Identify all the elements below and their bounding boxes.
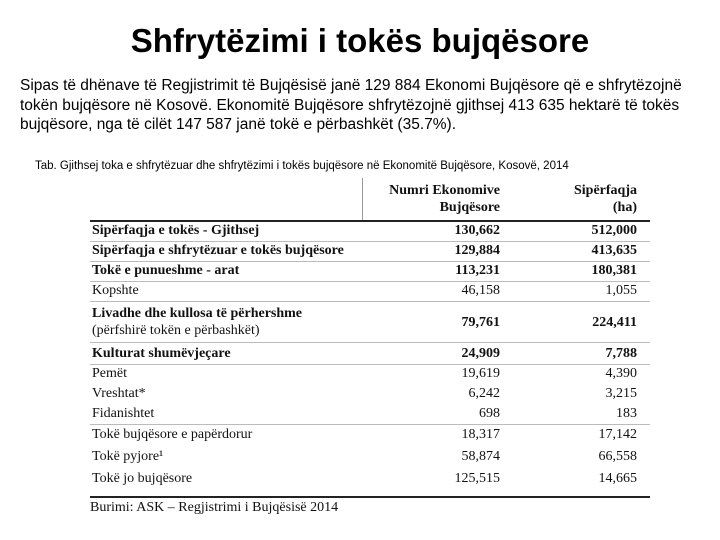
row-label: Kopshte xyxy=(92,283,139,298)
row-holdings: 58,874 xyxy=(461,449,500,464)
row-holdings: 113,231 xyxy=(455,263,500,278)
table-row xyxy=(90,366,650,384)
header-area-line1: Sipërfaqja xyxy=(574,183,637,198)
table-row xyxy=(90,346,650,365)
row-label: Pemët xyxy=(92,366,127,381)
table-row xyxy=(90,386,650,404)
table-source: Burimi: ASK – Regjistrimi i Bujqësisë 2014 xyxy=(90,496,650,516)
row-area: 512,000 xyxy=(591,223,637,238)
row-label: Fidanishtet xyxy=(92,406,155,421)
table-row xyxy=(90,449,650,467)
row-label: Tokë e punueshme - arat xyxy=(92,263,240,278)
row-area: 413,635 xyxy=(591,243,637,258)
table-header xyxy=(90,178,650,222)
row-label-note: (përfshirë tokën e përbashkët) xyxy=(92,323,260,338)
header-holdings-line1: Numri Ekonomive xyxy=(389,183,500,198)
row-label: Tokë bujqësore e papërdorur xyxy=(92,427,253,442)
row-holdings: 130,662 xyxy=(454,223,500,238)
row-holdings: 46,158 xyxy=(461,283,500,298)
table-row xyxy=(90,406,650,425)
table-row xyxy=(90,263,650,282)
table-row xyxy=(90,306,650,343)
row-area: 14,665 xyxy=(598,471,637,486)
row-area: 180,381 xyxy=(591,263,637,278)
row-holdings: 24,909 xyxy=(461,346,500,361)
row-area: 1,055 xyxy=(605,283,637,298)
row-area: 4,390 xyxy=(605,366,637,381)
table-row xyxy=(90,243,650,262)
row-area: 66,558 xyxy=(598,449,637,464)
header-area-line2: (ha) xyxy=(612,200,637,215)
row-holdings: 698 xyxy=(479,406,500,421)
row-label: Tokë pyjore¹ xyxy=(92,449,164,464)
header-divider xyxy=(362,178,363,220)
row-holdings: 125,515 xyxy=(454,471,500,486)
table-row xyxy=(90,223,650,242)
row-label: Sipërfaqja e tokës - Gjithsej xyxy=(92,223,260,238)
table-caption: Tab. Gjithsej toka e shfrytëzuar dhe shfrytëzimi i tokës bujqësore në Ekonomitë Bujqësore, Kosovë, 2014 xyxy=(35,160,569,172)
row-label: Livadhe dhe kullosa të përhershme xyxy=(92,306,303,321)
header-holdings xyxy=(380,182,500,216)
row-holdings: 6,242 xyxy=(468,386,500,401)
row-holdings: 79,761 xyxy=(461,315,500,330)
row-area: 7,788 xyxy=(605,346,637,361)
row-label: Tokë jo bujqësore xyxy=(92,471,193,486)
row-holdings: 19,619 xyxy=(461,366,500,381)
page-title: Shfrytëzimi i tokës bujqësore xyxy=(130,22,590,59)
row-label: Sipërfaqja e shfrytëzuar e tokës bujqësore xyxy=(92,243,344,258)
row-area: 224,411 xyxy=(592,315,637,330)
table-row xyxy=(90,427,650,445)
land-use-table xyxy=(90,178,650,518)
row-label: Kulturat shumëvjeçare xyxy=(92,346,231,361)
table-row xyxy=(90,283,650,302)
row-area: 3,215 xyxy=(605,386,637,401)
table-row xyxy=(90,471,650,489)
header-holdings-line2: Bujqësore xyxy=(439,200,500,215)
row-label: Vreshtat* xyxy=(92,386,146,401)
row-holdings: 129,884 xyxy=(454,243,500,258)
header-area xyxy=(520,182,637,216)
row-area: 17,142 xyxy=(598,427,637,442)
row-holdings: 18,317 xyxy=(461,427,500,442)
intro-paragraph: Sipas të dhënave të Regjistrimit të Bujqësisë janë 129 884 Ekonomi Bujqësore që e shfrytëzojnë tokën bujqësore në Kosovë. Ekonomitë Bujqësore shfrytëzojnë gjithsej 413 635 hektarë të tokës bujqësore, nga të cilët 147 587 janë tokë e përbashkët (35.7%). xyxy=(20,77,682,133)
row-area: 183 xyxy=(616,406,637,421)
